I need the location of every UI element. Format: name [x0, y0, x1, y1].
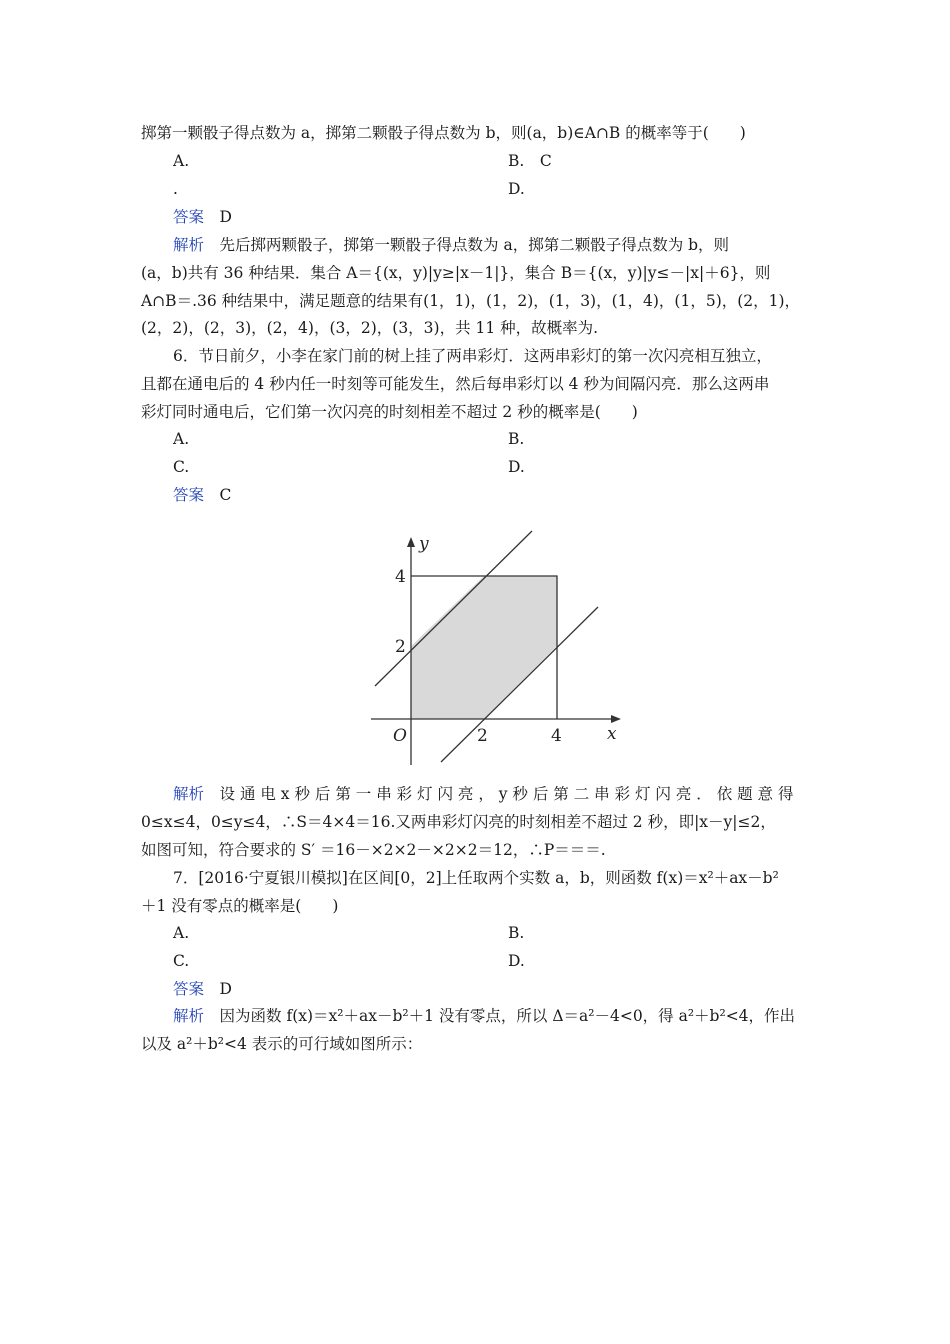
q5-answer	[173, 207, 232, 227]
analysis-label: 解析	[173, 236, 205, 254]
origin-label: O	[393, 726, 407, 746]
q6-option-b: B.	[508, 430, 525, 448]
q7-analysis-line-2: 以及 a²＋b²<4 表示的可行域如图所示：	[141, 1035, 423, 1053]
q5-analysis-line-3: A∩B＝.36 种结果中，满足题意的结果有(1，1)，(1，2)，(1，3)，(1，4)，(1，5)，(2，1)，	[141, 292, 801, 310]
answer-value: D	[219, 980, 232, 998]
q5-analysis-line-1	[173, 235, 729, 255]
tick-label-x-2: 2	[477, 726, 488, 746]
x-axis-label: x	[607, 724, 617, 744]
shaded-region	[411, 576, 557, 719]
q6-analysis-line-1	[173, 784, 794, 804]
q6-stem-line-2: 且都在通电后的 4 秒内任一时刻等可能发生，然后每串彩灯以 4 秒为间隔闪亮．那么这两串	[141, 375, 770, 393]
q7-stem-line-1: 7．[2016·宁夏银川模拟]在区间[0，2]上任取两个实数 a，b，则函数 f(x)＝x²＋ax－b²	[173, 869, 779, 887]
q7-option-b: B.	[508, 924, 525, 942]
analysis-text: 因为函数 f(x)＝x²＋ax－b²＋1 没有零点，所以 Δ＝a²－4<0，得 a²＋b²<4，作出	[219, 1007, 796, 1025]
q5-option-d: D.	[508, 180, 525, 198]
q7-stem-line-2: ＋1 没有零点的概率是( )	[141, 897, 339, 915]
q7-option-a: A.	[173, 924, 190, 942]
q7-option-c: C.	[173, 952, 190, 970]
q5-option-a: A.	[173, 152, 190, 170]
q5-option-c: .	[173, 180, 178, 198]
analysis-label: 解析	[173, 1007, 205, 1025]
q7-answer	[173, 979, 232, 999]
q6-analysis-line-3: 如图可知，符合要求的 S′ ＝16－×2×2－×2×2＝12，∴P＝＝＝.	[141, 841, 606, 859]
analysis-text: 先后掷两颗骰子，掷第一颗骰子得点数为 a，掷第二颗骰子得点数为 b，则	[219, 236, 730, 254]
analysis-text: 设 通 电 x 秒 后 第 一 串 彩 灯 闪 亮 ， y 秒 后 第 二 串 彩 灯 闪 亮 ． 依 题 意 得	[219, 785, 794, 803]
tick-label-y-2: 2	[395, 637, 406, 657]
q6-option-a: A.	[173, 430, 190, 448]
q6-option-d: D.	[508, 458, 525, 476]
tick-label-x-4: 4	[551, 726, 562, 746]
q6-answer	[173, 485, 231, 505]
tick-label-y-4: 4	[395, 567, 406, 587]
q7-analysis-line-1	[173, 1006, 795, 1026]
analysis-label: 解析	[173, 785, 205, 803]
x-axis-arrow-icon	[611, 715, 621, 723]
answer-value: C	[219, 486, 232, 504]
answer-label: 答案	[173, 980, 205, 998]
q5-stem-tail: 掷第一颗骰子得点数为 a，掷第二颗骰子得点数为 b，则(a，b)∈A∩B 的概率等于( )	[141, 124, 746, 142]
y-axis-label: y	[419, 534, 429, 554]
q6-option-c: C.	[173, 458, 190, 476]
q5-option-b: B. C	[508, 152, 552, 170]
q6-figure	[355, 515, 630, 775]
answer-label: 答案	[173, 208, 205, 226]
q6-stem-line-3: 彩灯同时通电后，它们第一次闪亮的时刻相差不超过 2 秒的概率是( )	[141, 403, 638, 421]
answer-value: D	[219, 208, 232, 226]
q7-option-d: D.	[508, 952, 525, 970]
q6-analysis-line-2: 0≤x≤4，0≤y≤4，∴S＝4×4＝16.又两串彩灯闪亮的时刻相差不超过 2 秒，即|x－y|≤2，	[141, 813, 776, 831]
y-axis-arrow-icon	[407, 537, 415, 547]
q6-stem-line-1: 6．节日前夕，小李在家门前的树上挂了两串彩灯．这两串彩灯的第一次闪亮相互独立，	[173, 347, 772, 365]
answer-label: 答案	[173, 486, 205, 504]
q5-analysis-line-2: (a，b)共有 36 种结果．集合 A＝{(x，y)|y≥|x－1|}，集合 B＝{(x，y)|y≤－|x|＋6}，则	[141, 264, 771, 282]
q5-analysis-line-4: (2，2)，(2，3)，(2，4)，(3，2)，(3，3)，共 11 种，故概率为.	[141, 319, 599, 337]
